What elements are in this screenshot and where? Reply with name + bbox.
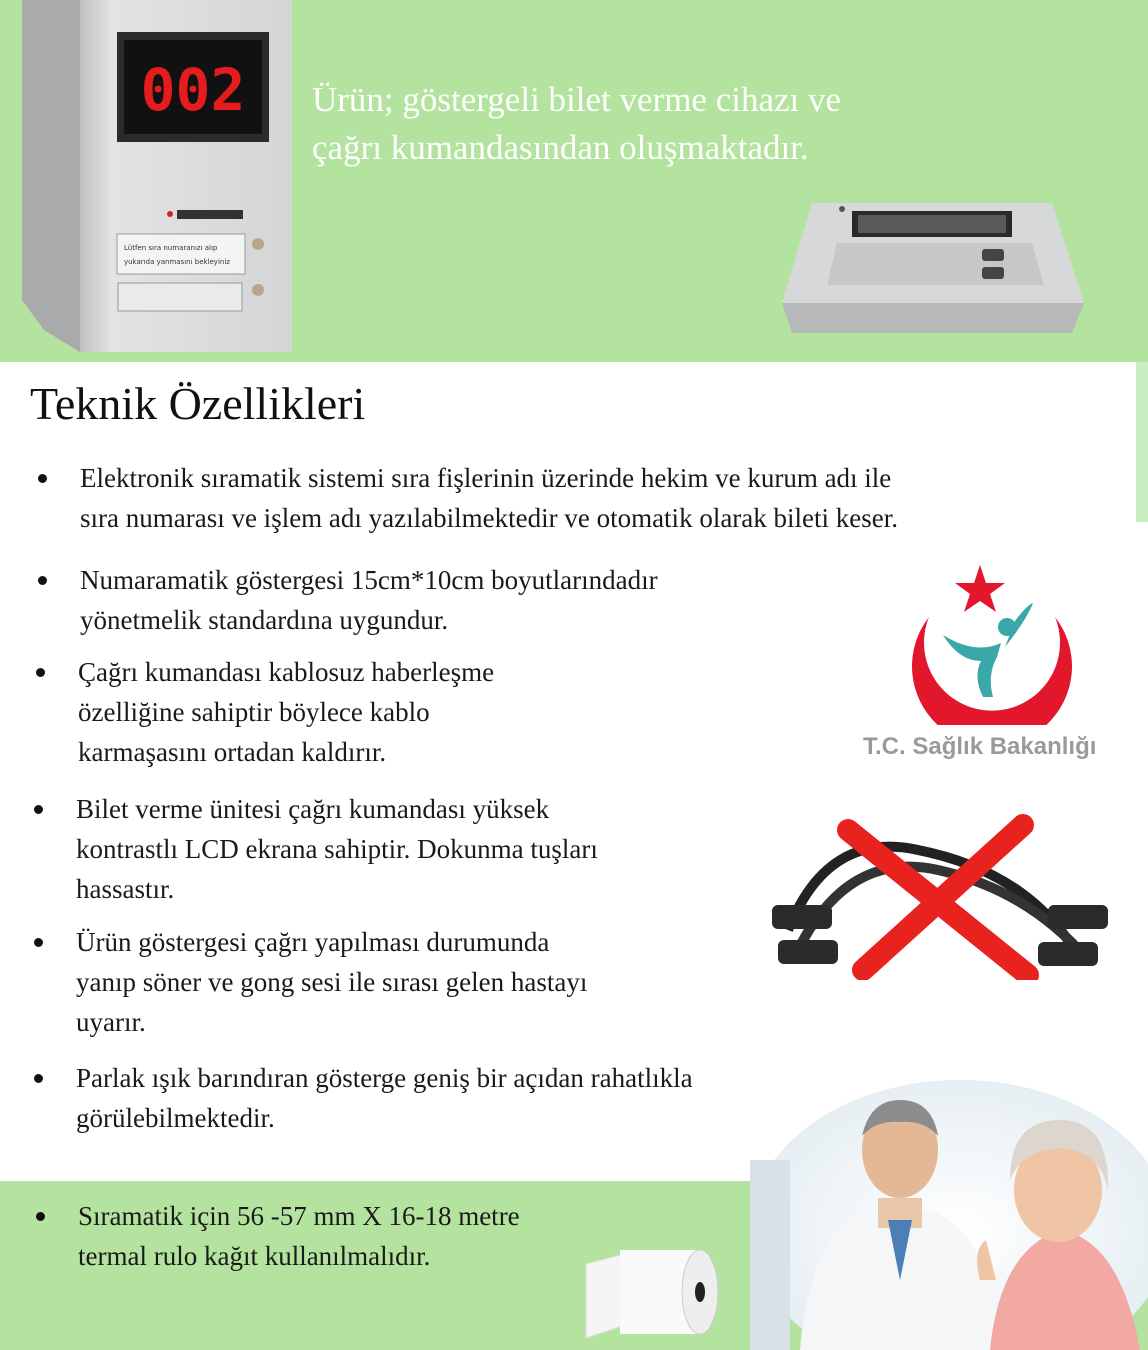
- bullet-dot: [34, 805, 43, 814]
- intro-text: [312, 76, 1032, 172]
- feature-2-line-1: Numaramatik göstergesi 15cm*10cm boyutlarındadır: [80, 565, 658, 595]
- feature-item-6: [76, 1058, 693, 1138]
- feature-3-line-2: özelliğine sahiptir böylece kablo: [78, 697, 430, 727]
- feature-7-line-2: termal rulo kağıt kullanılmalıdır.: [78, 1241, 431, 1271]
- bullet-dot: [38, 474, 47, 483]
- feature-7-line-1: Sıramatik için 56 -57 mm X 16-18 metre: [78, 1201, 520, 1231]
- bullet-dot: [38, 576, 47, 585]
- feature-item-2: [80, 560, 658, 640]
- feature-3-line-3: karmaşasını ortadan kaldırır.: [78, 737, 387, 767]
- kiosk-label-line2: yukarıda yanmasını bekleyiniz: [124, 258, 230, 266]
- bullet-dot: [34, 1074, 43, 1083]
- feature-1-line-1: Elektronik sıramatik sistemi sıra fişlerinin üzerinde hekim ve kurum adı ile: [80, 463, 892, 493]
- kiosk-display-number: 002: [140, 56, 246, 124]
- feature-item-7: [78, 1196, 520, 1276]
- feature-5-line-2: yanıp söner ve gong sesi ile sırası gelen hastayı: [76, 967, 588, 997]
- feature-6-line-2: görülebilmektedir.: [76, 1103, 275, 1133]
- crescent-star-icon: [855, 565, 1115, 725]
- ticket-machine-image: [22, 0, 292, 352]
- feature-5-line-1: Ürün göstergesi çağrı yapılması durumunda: [76, 927, 550, 957]
- feature-6-line-1: Parlak ışık barındıran gösterge geniş bir açıdan rahatlıkla: [76, 1063, 693, 1093]
- feature-item-1: [80, 458, 898, 538]
- ministry-logo-text: T.C. Sağlık Bakanlığı: [863, 733, 1097, 760]
- paper-roll-image: [580, 1240, 720, 1342]
- feature-item-3: [78, 652, 494, 772]
- feature-1-line-2: sıra numarası ve işlem adı yazılabilmektedir ve otomatik olarak bileti keser.: [80, 503, 898, 533]
- feature-5-line-3: uyarır.: [76, 1007, 146, 1037]
- feature-2-line-2: yönetmelik standardına uygundur.: [80, 605, 449, 635]
- crossed-cable-image: [768, 810, 1110, 980]
- feature-4-line-2: kontrastlı LCD ekrana sahiptir. Dokunma tuşları: [76, 834, 598, 864]
- feature-item-5: [76, 922, 587, 1042]
- ministry-logo: [855, 565, 1115, 770]
- bullet-dot: [36, 668, 45, 677]
- feature-item-4: [76, 789, 598, 909]
- caller-remote-image: [782, 193, 1084, 343]
- feature-3-line-1: Çağrı kumandası kablosuz haberleşme: [78, 657, 495, 687]
- doctor-patient-photo: [740, 1080, 1148, 1350]
- kiosk-label-line1: Lütfen sıra numaranızı alıp: [124, 244, 218, 252]
- page-title: Teknik Özellikleri: [30, 378, 366, 429]
- bullet-dot: [36, 1212, 45, 1221]
- feature-4-line-1: Bilet verme ünitesi çağrı kumandası yüksek: [76, 794, 550, 824]
- feature-4-line-3: hassastır.: [76, 874, 175, 904]
- intro-line-2: çağrı kumandasından oluşmaktadır.: [312, 128, 809, 167]
- right-edge-strip: [1136, 362, 1148, 522]
- bullet-dot: [34, 938, 43, 947]
- intro-line-1: Ürün; göstergeli bilet verme cihazı ve: [312, 80, 842, 119]
